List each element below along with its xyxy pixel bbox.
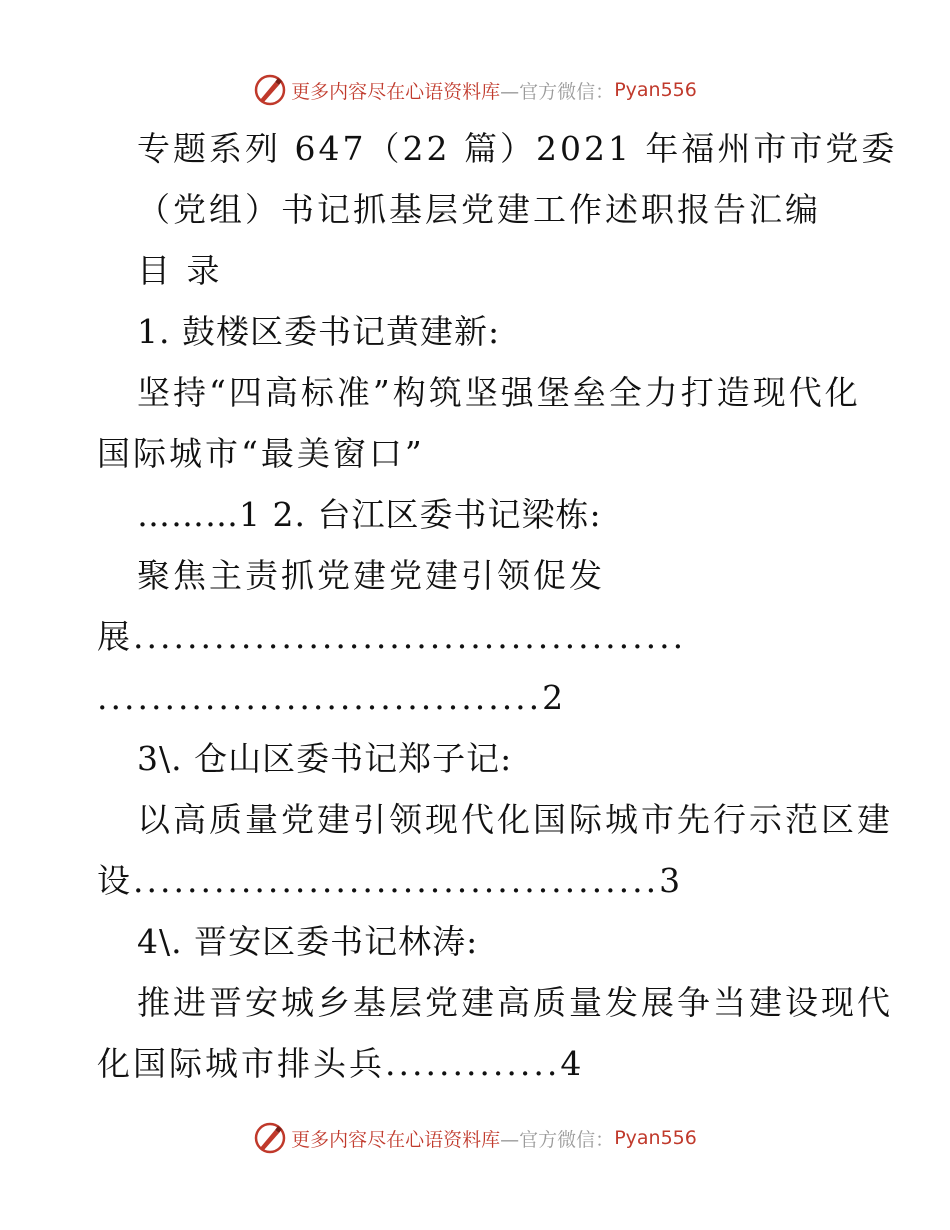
watermark-wechat-id: Pyan556 [614, 79, 697, 101]
toc-entry-2-page: 2 [542, 678, 567, 717]
toc-heading: 目 录 [137, 251, 223, 290]
toc-entry-4-page: 4 [560, 1044, 585, 1083]
document-body [97, 118, 898, 1094]
toc-entry-2-title-line-1: 聚焦主责抓党建党建引领促发 [137, 556, 605, 595]
toc-entry-2-dots: ................................. [97, 678, 543, 717]
watermark-wechat-label: —官方微信： [500, 80, 615, 103]
toc-entry-4-heading: 4\. 晋安区委书记林涛: [137, 922, 479, 961]
toc-entry-1-page: ………1 [137, 495, 261, 534]
toc-entry-2-heading: 2. 台江区委书记梁栋: [272, 495, 602, 534]
footer-watermark [0, 1118, 950, 1158]
header-watermark [0, 70, 950, 110]
toc-entry-4-title-line-2 [97, 1033, 857, 1094]
watermark-text: 更多内容尽在心语资料库 [291, 1128, 501, 1151]
toc-entry-3-page: 3 [659, 861, 684, 900]
toc-entry-2-dots-line [97, 667, 857, 728]
toc-entry-1-title-line-1: 坚持“四高标准”构筑坚强堡垒全力打造现代化 [137, 373, 861, 412]
toc-entry-1-page-and-entry-2-heading [97, 484, 857, 545]
watermark-text: 更多内容尽在心语资料库 [291, 80, 501, 103]
toc-entry-4-title-line-1: 推进晋安城乡基层党建高质量发展争当建设现代 [137, 983, 893, 1022]
watermark-wechat-id: Pyan556 [614, 1127, 697, 1149]
toc-entry-4-title-end: 化国际城市排头兵............. [97, 1044, 561, 1083]
toc-entry-3-heading: 3\. 仓山区委书记郑子记: [137, 739, 513, 778]
toc-entry-3-title-line-1: 以高质量党建引领现代化国际城市先行示范区建 [137, 800, 893, 839]
toc-entry-3-title-line-2 [97, 850, 857, 911]
document-title-line-1: 专题系列 647（22 篇）2021 年福州市市党委 [137, 129, 898, 168]
toc-entry-3-title-end: 设....................................... [97, 861, 660, 900]
watermark-wechat-label: —官方微信： [500, 1128, 615, 1151]
document-title-line-2: （党组）书记抓基层党建工作述职报告汇编 [137, 190, 821, 229]
toc-entry-2-title-line-2: 展......................................... [97, 617, 687, 656]
pen-logo-icon [253, 73, 287, 107]
toc-entry-1-heading: 1. 鼓楼区委书记黄建新: [137, 312, 501, 351]
toc-entry-1-title-line-2: 国际城市“最美窗口” [97, 434, 425, 473]
pen-logo-icon [253, 1121, 287, 1155]
